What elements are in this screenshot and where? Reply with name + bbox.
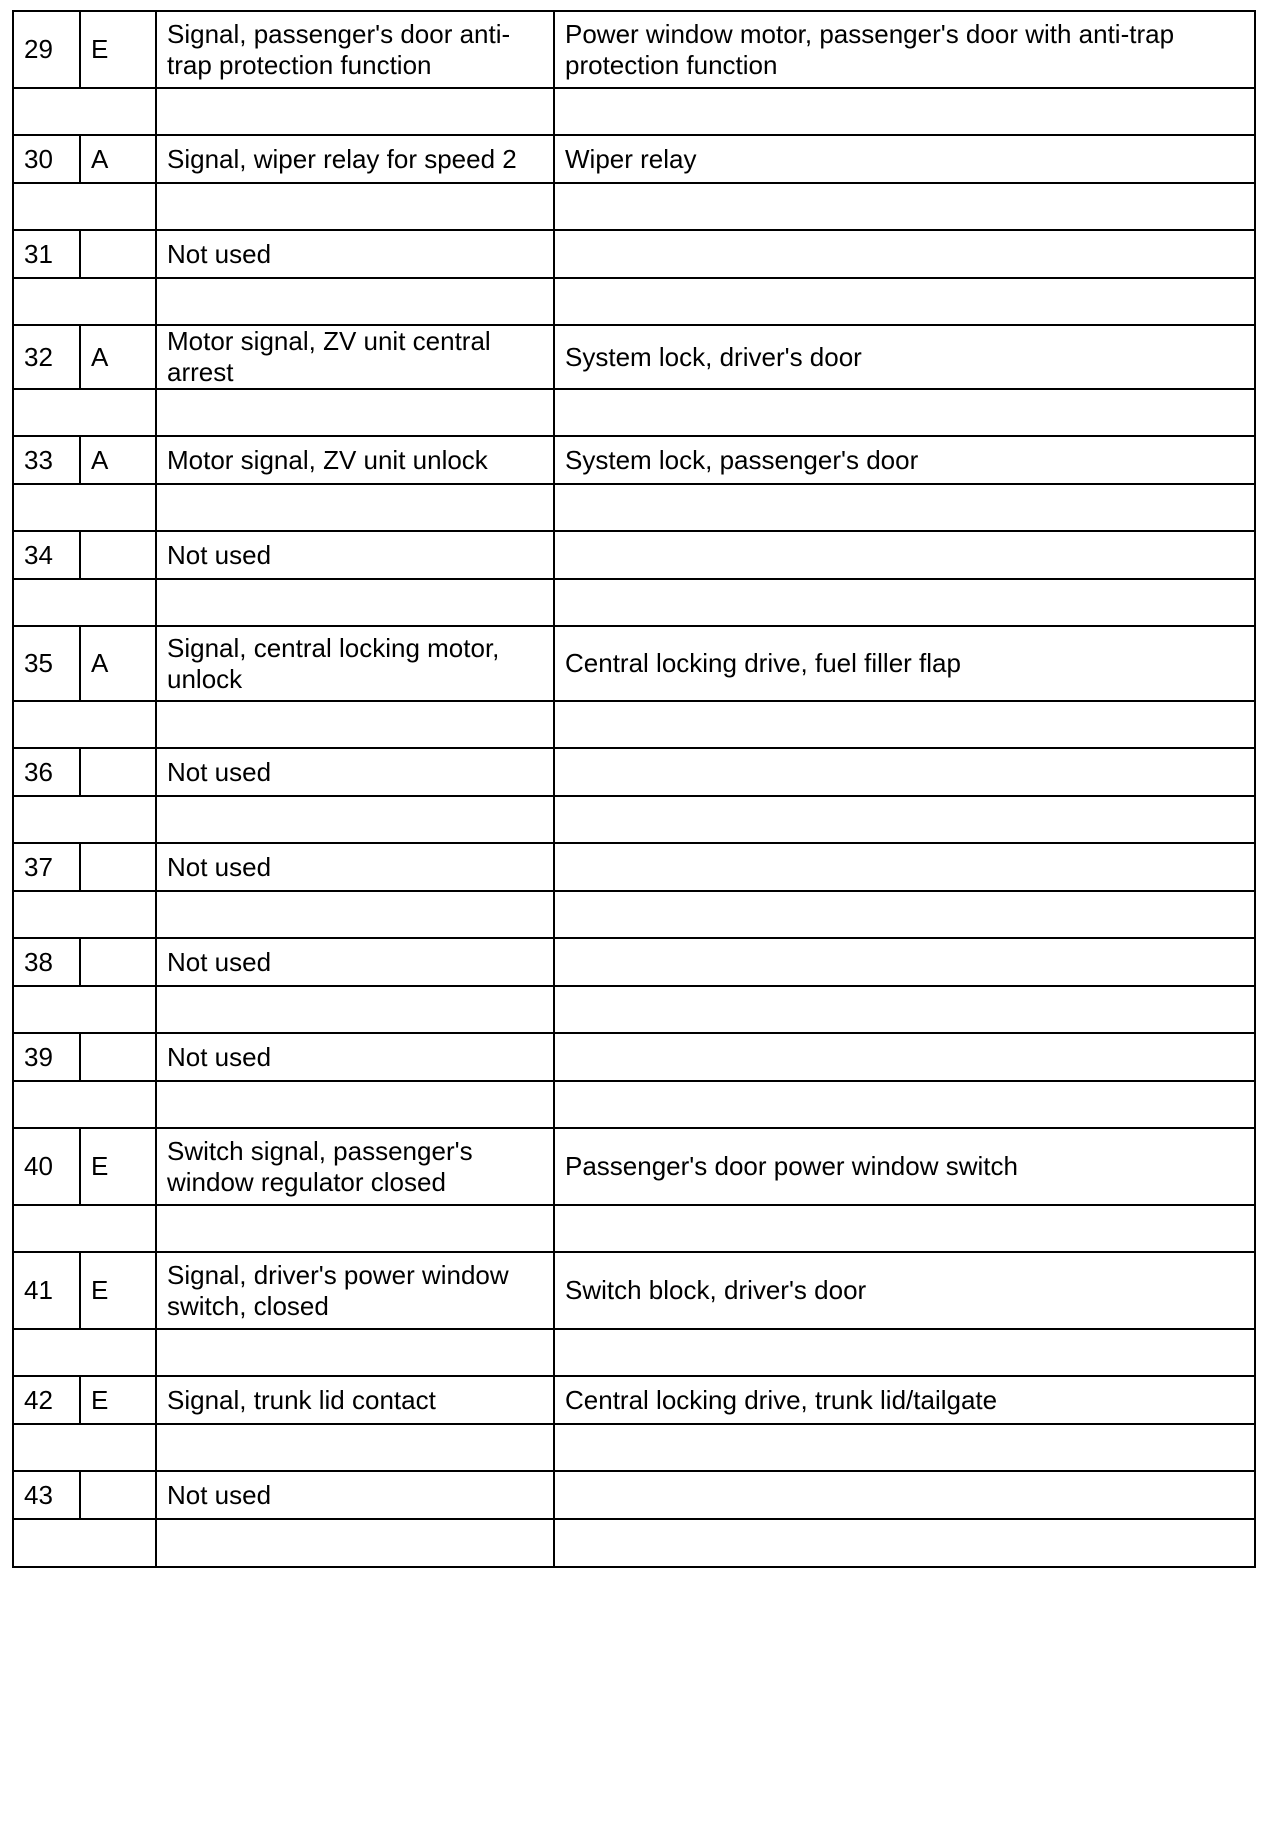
pin-number: 38 [13, 938, 80, 986]
table-row [13, 230, 1255, 278]
component-name: Switch block, driver's door [554, 1252, 1255, 1329]
spacer-cell [13, 1081, 156, 1128]
signal-description: Not used [156, 1471, 554, 1519]
signal-description: Signal, driver's power window switch, closed [156, 1252, 554, 1329]
spacer-row [13, 1205, 1255, 1252]
pin-number: 35 [13, 626, 80, 701]
signal-direction [80, 843, 156, 891]
spacer-cell [554, 891, 1255, 938]
table-row [13, 843, 1255, 891]
spacer-row [13, 278, 1255, 325]
component-name: System lock, driver's door [554, 325, 1255, 389]
spacer-cell [13, 701, 156, 748]
spacer-cell [554, 1424, 1255, 1471]
spacer-cell [554, 1329, 1255, 1376]
spacer-cell [13, 1205, 156, 1252]
component-name [554, 531, 1255, 579]
pin-assignment-table [12, 10, 1256, 1568]
pin-number: 36 [13, 748, 80, 796]
spacer-cell [554, 986, 1255, 1033]
signal-direction: A [80, 626, 156, 701]
component-name [554, 230, 1255, 278]
spacer-cell [156, 389, 554, 436]
component-name [554, 843, 1255, 891]
signal-description: Motor signal, ZV unit central arrest [156, 325, 554, 389]
signal-direction [80, 938, 156, 986]
signal-description: Not used [156, 230, 554, 278]
pin-number: 31 [13, 230, 80, 278]
spacer-row [13, 389, 1255, 436]
signal-direction [80, 748, 156, 796]
spacer-row [13, 484, 1255, 531]
spacer-row [13, 1081, 1255, 1128]
pin-number: 29 [13, 11, 80, 88]
table-row [13, 1471, 1255, 1519]
spacer-row [13, 88, 1255, 135]
table-row [13, 1033, 1255, 1081]
spacer-cell [554, 183, 1255, 230]
spacer-row [13, 796, 1255, 843]
signal-direction: A [80, 436, 156, 484]
spacer-cell [156, 183, 554, 230]
signal-description: Signal, trunk lid contact [156, 1376, 554, 1424]
spacer-cell [554, 88, 1255, 135]
table-row [13, 1252, 1255, 1329]
spacer-cell [156, 796, 554, 843]
table-row [13, 531, 1255, 579]
signal-description: Signal, central locking motor, unlock [156, 626, 554, 701]
spacer-cell [156, 1424, 554, 1471]
signal-description: Motor signal, ZV unit unlock [156, 436, 554, 484]
spacer-cell [156, 1081, 554, 1128]
spacer-cell [13, 183, 156, 230]
signal-direction: A [80, 135, 156, 183]
signal-description: Signal, passenger's door anti-trap protection function [156, 11, 554, 88]
spacer-cell [554, 278, 1255, 325]
spacer-row [13, 1424, 1255, 1471]
spacer-cell [13, 389, 156, 436]
component-name: Passenger's door power window switch [554, 1128, 1255, 1205]
signal-direction [80, 531, 156, 579]
signal-description: Switch signal, passenger's window regulator closed [156, 1128, 554, 1205]
spacer-row [13, 891, 1255, 938]
table-row [13, 11, 1255, 88]
table-row [13, 436, 1255, 484]
component-name: Power window motor, passenger's door with anti-trap protection function [554, 11, 1255, 88]
component-name: Wiper relay [554, 135, 1255, 183]
spacer-cell [13, 891, 156, 938]
spacer-cell [156, 891, 554, 938]
spacer-row [13, 986, 1255, 1033]
pin-number: 42 [13, 1376, 80, 1424]
spacer-cell [156, 701, 554, 748]
pin-number: 41 [13, 1252, 80, 1329]
spacer-cell [554, 1205, 1255, 1252]
pin-number: 37 [13, 843, 80, 891]
spacer-row [13, 1519, 1255, 1567]
spacer-cell [156, 88, 554, 135]
signal-description: Not used [156, 531, 554, 579]
spacer-row [13, 1329, 1255, 1376]
spacer-cell [554, 1519, 1255, 1567]
signal-direction: E [80, 1128, 156, 1205]
signal-description: Signal, wiper relay for speed 2 [156, 135, 554, 183]
component-name [554, 1471, 1255, 1519]
signal-description: Not used [156, 1033, 554, 1081]
component-name [554, 748, 1255, 796]
table-row [13, 135, 1255, 183]
spacer-cell [13, 579, 156, 626]
pin-number: 33 [13, 436, 80, 484]
spacer-cell [156, 579, 554, 626]
spacer-cell [554, 389, 1255, 436]
pin-number: 43 [13, 1471, 80, 1519]
spacer-cell [13, 88, 156, 135]
signal-direction: E [80, 1252, 156, 1329]
spacer-cell [13, 1519, 156, 1567]
spacer-cell [554, 579, 1255, 626]
signal-direction [80, 1471, 156, 1519]
table-row [13, 1128, 1255, 1205]
pin-number: 34 [13, 531, 80, 579]
spacer-cell [13, 484, 156, 531]
component-name [554, 1033, 1255, 1081]
spacer-cell [554, 1081, 1255, 1128]
spacer-cell [156, 278, 554, 325]
table-row [13, 626, 1255, 701]
pin-number: 32 [13, 325, 80, 389]
spacer-cell [156, 1329, 554, 1376]
signal-description: Not used [156, 938, 554, 986]
spacer-cell [13, 986, 156, 1033]
spacer-cell [554, 484, 1255, 531]
spacer-cell [156, 986, 554, 1033]
spacer-cell [554, 701, 1255, 748]
spacer-cell [156, 484, 554, 531]
signal-direction [80, 1033, 156, 1081]
table-row [13, 938, 1255, 986]
signal-description: Not used [156, 843, 554, 891]
signal-direction: A [80, 325, 156, 389]
spacer-cell [13, 1424, 156, 1471]
component-name [554, 938, 1255, 986]
spacer-cell [554, 796, 1255, 843]
component-name: Central locking drive, trunk lid/tailgate [554, 1376, 1255, 1424]
spacer-row [13, 183, 1255, 230]
signal-direction: E [80, 1376, 156, 1424]
pin-number: 30 [13, 135, 80, 183]
signal-direction [80, 230, 156, 278]
table-row [13, 748, 1255, 796]
spacer-cell [156, 1205, 554, 1252]
spacer-row [13, 701, 1255, 748]
spacer-cell [13, 796, 156, 843]
signal-description: Not used [156, 748, 554, 796]
spacer-row [13, 579, 1255, 626]
spacer-cell [13, 1329, 156, 1376]
spacer-cell [156, 1519, 554, 1567]
signal-direction: E [80, 11, 156, 88]
pin-number: 40 [13, 1128, 80, 1205]
component-name: System lock, passenger's door [554, 436, 1255, 484]
pin-number: 39 [13, 1033, 80, 1081]
component-name: Central locking drive, fuel filler flap [554, 626, 1255, 701]
table-row [13, 325, 1255, 389]
table-row [13, 1376, 1255, 1424]
spacer-cell [13, 278, 156, 325]
